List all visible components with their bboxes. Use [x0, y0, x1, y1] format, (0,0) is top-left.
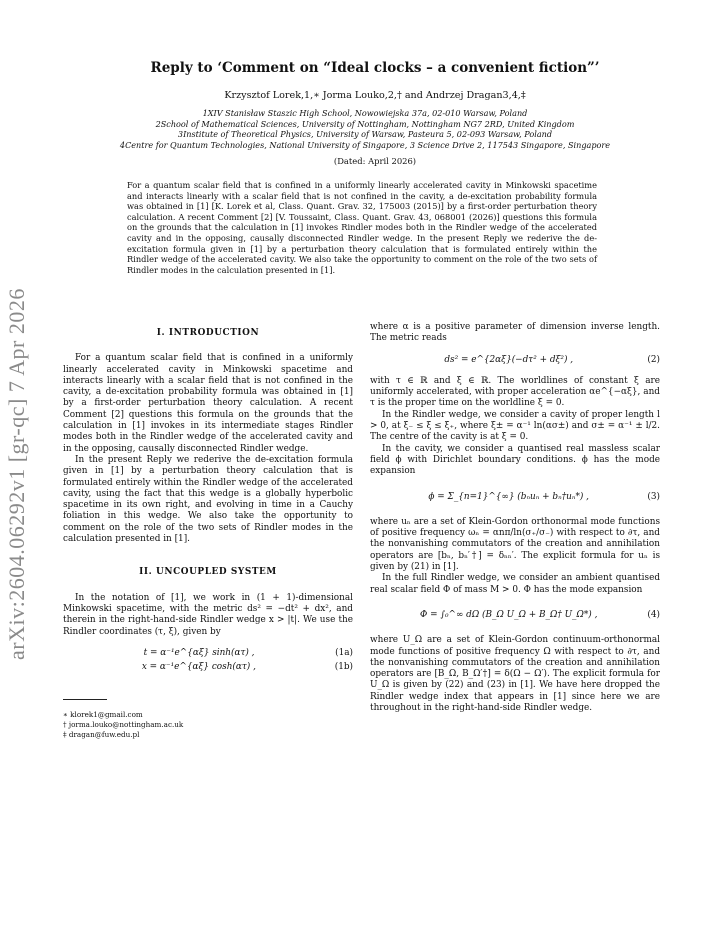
paragraph: where U_Ω are a set of Klein-Gordon continuum-orthonormal mode functions of positive frequency Ω with respect to ∂τ, and the nonvanishing commutators of the creation and annihilation operators are [B_Ω, B_Ω′†] = δ(Ω − Ω′). The explicit formula for U_Ω is given by (22) and (23) in [1]. We have here dropped the Rindler wedge index that appears in [1] since here we are throughout in the right-hand-side Rindler wedge. [370, 635, 660, 714]
equation-body: t = α⁻¹e^{αξ} sinh(ατ) , [143, 647, 255, 658]
paragraph: In the present Reply we rederive the de-excitation formula given in [1] by a perturbation theory calculation that is formulated entirely within the Rindler wedge of the accelerated cavity, using the fact that this wedge is a globally hyperbolic spacetime in its own right, and evolving in time in a Cauchy foliation in this wedge. We also take the opportunity to comment on the role of the two sets of Rindler modes in the calculation presented in [1]. [63, 454, 353, 545]
equation-3 [370, 492, 660, 503]
footnote-email-1: ∗ klorek1@gmail.com [63, 710, 143, 720]
affiliations [60, 108, 670, 150]
equation-2 [370, 355, 660, 366]
equation-1a [63, 648, 353, 659]
section-heading-uncoupled-system: II. UNCOUPLED SYSTEM [139, 567, 277, 578]
paragraph: with τ ∈ ℝ and ξ ∈ ℝ. The worldlines of constant ξ are uniformly accelerated, with proper acceleration αe^{−αξ}, and τ is the proper time on the worldline ξ = 0. [370, 375, 660, 409]
paper-title: Reply to ‘Comment on “Ideal clocks – a convenient fiction”’ [150, 60, 600, 76]
equation-number: (4) [647, 609, 660, 620]
equation-number: (1b) [334, 662, 353, 673]
footnote-email-3: ‡ dragan@fuw.edu.pl [63, 729, 140, 739]
paragraph: For a quantum scalar field that is confined in a uniformly linearly accelerated cavity in Minkowski spacetime and interacts linearly with a scalar field that is not confined in the cavity, a de-excitation probability formula was obtained in [1] by a first-order perturbation theory calculation. A recent Comment [2] questions this formula on the grounds that the calculation in [1] invokes in its intermediate stages Rindler modes both in the Rindler wedge of the accelerated cavity and in the opposing, causally disconnected Rindler wedge. [63, 353, 353, 454]
footnote-rule [63, 699, 107, 700]
section-heading-introduction: I. INTRODUCTION [156, 328, 260, 338]
footnotes [63, 710, 353, 739]
equation-body: x = α⁻¹e^{αξ} cosh(ατ) , [141, 662, 256, 673]
equation-number: (2) [647, 354, 660, 365]
paragraph: In the Rindler wedge, we consider a cavity of proper length l > 0, at ξ₋ ≤ ξ ≤ ξ₊, where ξ± = α⁻¹ ln(ασ±) and σ± = α⁻¹ ± l/2. The centre of the cavity is at ξ = 0. [370, 409, 660, 443]
abstract: For a quantum scalar field that is confined in a uniformly linearly accelerated cavity in Minkowski spacetime and interacts linearly with a scalar field that is not confined in the cavity, a de-excitation probability formula was obtained in [1] [K. Lorek et al, Class. Quant. Grav. 32, 175003 (2015)] by a first-order perturbation theory calculation. A recent Comment [2] [V. Toussaint, Class. Quant. Grav. 43, 068001 (2026)] questions this formula on the grounds that the calculation in [1] invokes Rindler modes both in the Rindler wedge of the accelerated cavity and in the opposing, causally disconnected Rindler wedge. In the present Reply we rederive the de-excitation formula given in [1] by a perturbation theory calculation that is formulated entirely within the Rindler wedge of the accelerated cavity. We also take the opportunity to comment on the role of the two sets of Rindler modes in the calculation presented in [1]. [127, 180, 597, 275]
affiliation-1: 1XIV Stanisław Staszic High School, Nowowiejska 37a, 02-010 Warsaw, Poland [202, 108, 528, 118]
equation-number: (1a) [335, 647, 353, 658]
paragraph: In the notation of [1], we work in (1 + 1)-dimensional Minkowski spacetime, with the metric ds² = −dt² + dx², and therein in the right-hand-side Rindler wedge x > |t|. We use the Rindler coordinates (τ, ξ), given by [63, 592, 353, 637]
affiliation-4: 4Centre for Quantum Technologies, National University of Singapore, 3 Science Drive 2, 117543 Singapore, Singapore [119, 139, 611, 150]
paragraph: In the full Rindler wedge, we consider an ambient quantised real scalar field Φ of mass M > 0. Φ has the mode expansion [370, 573, 660, 595]
paragraph: In the cavity, we consider a quantised real massless scalar field ϕ with Dirichlet boundary conditions. ϕ has the mode expansion [370, 443, 660, 477]
footnote-email-2: † jorma.louko@nottingham.ac.uk [63, 720, 184, 730]
affiliation-3: 3Institute of Theoretical Physics, University of Warsaw, Pasteura 5, 02-093 Warsaw, Poland [177, 129, 553, 140]
equation-4 [370, 610, 660, 621]
arxiv-stamp: arXiv:2604.06292v1 [gr-qc] 7 Apr 2026 [4, 288, 29, 660]
equation-body: ds² = e^{2αξ}(−dτ² + dξ²) , [444, 354, 574, 365]
left-column [63, 320, 353, 739]
equation-body: Φ = ∫₀^∞ dΩ (B_Ω U_Ω + B_Ω† U_Ω*) , [420, 609, 598, 620]
date-line: (Dated: April 2026) [333, 156, 417, 166]
affiliation-2: 2School of Mathematical Sciences, University of Nottingham, Nottingham NG7 2RD, United Kingdom [155, 118, 575, 129]
equation-body: ϕ = Σ_{n=1}^{∞} (bₙuₙ + bₙ†uₙ*) , [428, 491, 589, 502]
paragraph: where α is a positive parameter of dimension inverse length. The metric reads [370, 322, 660, 344]
equation-1b [63, 662, 353, 673]
equation-number: (3) [647, 491, 660, 502]
right-column [370, 322, 660, 714]
author-list: Krzysztof Lorek,1,∗ Jorma Louko,2,† and Andrzej Dragan3,4,‡ [224, 90, 526, 101]
paragraph: where uₙ are a set of Klein-Gordon orthonormal mode functions of positive frequency ωₙ = αnπ/ln(σ₊/σ₋) with respect to ∂τ, and the nonvanishing commutators of the creation and annihilation operators are [bₙ, bₙ′†] = δₙₙ′. The explicit formula for uₙ is given by (21) in [1]. [370, 516, 660, 573]
